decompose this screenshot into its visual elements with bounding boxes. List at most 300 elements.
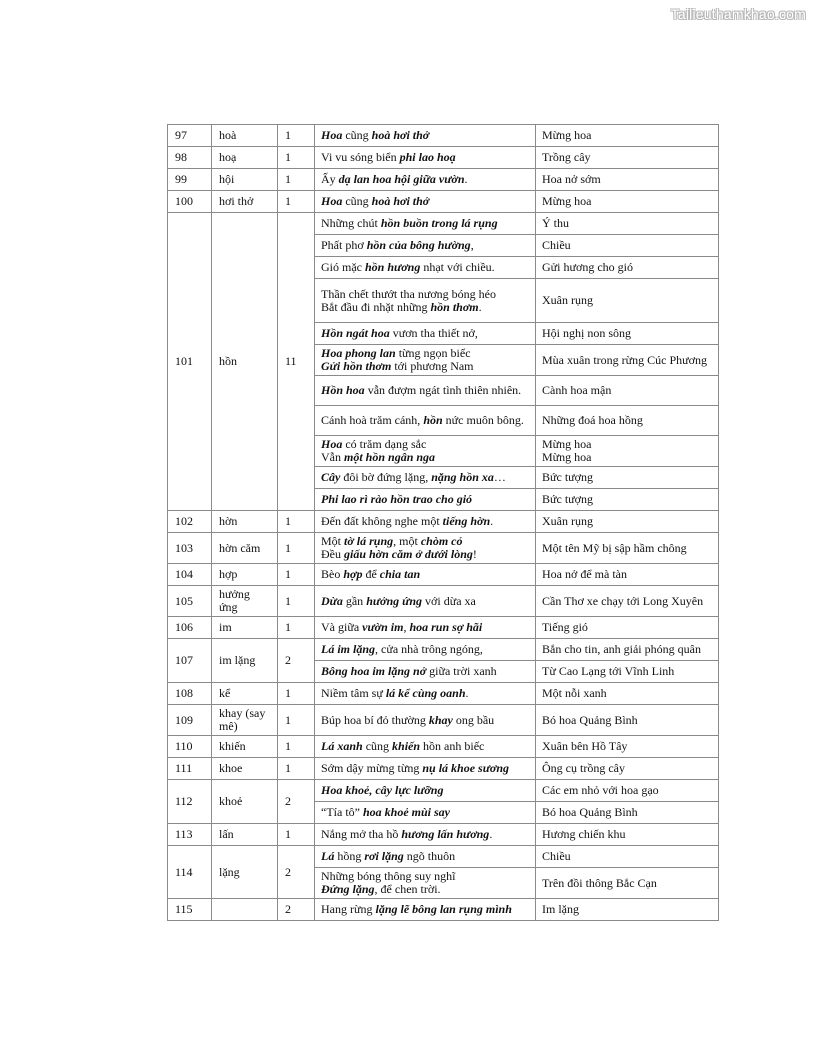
verse-text: Vẫn: [321, 450, 344, 464]
entry-count: 1: [278, 191, 315, 213]
poem-title-cell: [536, 125, 719, 147]
poem-title-cell: [536, 617, 719, 639]
table-row: [168, 617, 719, 639]
verse-cell: [315, 467, 536, 489]
verse-text: Cánh hoà trăm cánh,: [321, 413, 424, 427]
verse-line: [321, 471, 529, 484]
entry-word: kể: [212, 683, 278, 705]
entry-number: 109: [168, 705, 212, 736]
table-row: [168, 147, 719, 169]
poem-title-cell: [536, 345, 719, 376]
table-row: [168, 639, 719, 661]
verse-text: Hang rừng: [321, 902, 376, 916]
verse-highlight: Dừa: [321, 593, 343, 608]
verse-line: [321, 806, 529, 819]
verse-line: [321, 301, 529, 314]
entry-count: 1: [278, 169, 315, 191]
poem-title: Im lặng: [542, 902, 579, 916]
entry-number: 105: [168, 586, 212, 617]
verse-line: [321, 762, 529, 775]
entry-count: 1: [278, 758, 315, 780]
poem-title: Hoa nở sớm: [542, 172, 601, 186]
poem-title: Xuân rụng: [542, 293, 593, 307]
table-row: [168, 824, 719, 846]
verse-cell: [315, 639, 536, 661]
poem-title-cell: [536, 868, 719, 899]
verse-highlight: Gửi hồn thơm: [321, 359, 392, 373]
verse-highlight: Hoa: [321, 194, 343, 208]
verse-text: , một: [393, 534, 421, 548]
verse-cell: [315, 617, 536, 639]
verse-text: hồng: [334, 849, 365, 863]
verse-cell: [315, 736, 536, 758]
watermark: Tailieuthamkhao.com: [670, 6, 806, 22]
verse-text: có trăm dạng sắc: [342, 437, 427, 451]
poem-title: Tiếng gió: [542, 620, 588, 634]
verse-line: [321, 903, 529, 916]
entry-count: 1: [278, 533, 315, 564]
verse-text: từng ngọn biếc: [395, 346, 471, 360]
verse-highlight: hồn thơm: [430, 299, 479, 314]
poem-title-cell: [536, 639, 719, 661]
verse-highlight: tờ lá rụng: [344, 534, 394, 548]
entry-word: hờn: [212, 511, 278, 533]
verse-line: [321, 239, 529, 252]
verse-text: giữa trời xanh: [426, 664, 497, 678]
verse-text: cũng: [342, 194, 372, 208]
entry-count: 1: [278, 736, 315, 758]
table-row: [168, 586, 719, 617]
verse-text: cũng: [342, 128, 372, 142]
entry-count: 2: [278, 639, 315, 683]
poem-title-cell: [536, 467, 719, 489]
verse-cell: [315, 323, 536, 345]
verse-text: hồn anh biếc: [420, 739, 485, 753]
entry-count: 1: [278, 705, 315, 736]
poem-title: Những đoá hoa hồng: [542, 413, 643, 427]
entry-number: 108: [168, 683, 212, 705]
verse-cell: [315, 279, 536, 323]
verse-highlight: Hồn hoa: [321, 383, 365, 397]
poem-title-cell: [536, 406, 719, 436]
entry-number: 107: [168, 639, 212, 683]
verse-text: Nắng mở tha hồ: [321, 827, 402, 841]
verse-line: [321, 173, 529, 186]
verse-text: Và giữa: [321, 620, 363, 634]
entry-word: hoà: [212, 125, 278, 147]
verse-cell: [315, 147, 536, 169]
verse-text: ong bầu: [452, 712, 495, 727]
verse-text: vươn tha thiết nở,: [389, 326, 478, 340]
verse-line: [321, 414, 529, 427]
verse-text: Bắt đầu đi nhặt những: [321, 299, 431, 314]
verse-text: …: [493, 470, 506, 484]
entry-word: hoạ: [212, 147, 278, 169]
table-row: [168, 533, 719, 564]
poem-title-cell: [536, 564, 719, 586]
entry-number: 98: [168, 147, 212, 169]
verse-line: [321, 129, 529, 142]
verse-highlight: lá kể cùng oanh: [385, 686, 466, 700]
verse-line: [321, 643, 529, 656]
verse-line: [321, 687, 529, 700]
verse-line: [321, 665, 529, 678]
verse-highlight: một hồn ngân nga: [344, 450, 436, 464]
verse-cell: [315, 235, 536, 257]
verse-cell: [315, 899, 536, 921]
verse-text: nức muôn bông.: [442, 413, 524, 427]
verse-highlight: hương lấn hương: [401, 827, 490, 841]
entry-word: hờn căm: [212, 533, 278, 564]
poem-title-cell: [536, 736, 719, 758]
poem-title: Một tên Mỹ bị sập hầm chông: [542, 540, 687, 555]
verse-line: [321, 384, 529, 397]
verse-highlight: hoa khoẻ mùi say: [362, 805, 450, 819]
verse-highlight: vườn im: [362, 620, 404, 634]
verse-cell: [315, 533, 536, 564]
verse-text: nhạt với chiều.: [420, 260, 495, 274]
verse-highlight: khiến: [392, 739, 421, 753]
entry-count: 2: [278, 846, 315, 899]
verse-text: Vi vu sóng biển: [321, 150, 400, 164]
verse-text: , cửa nhà trông ngóng,: [375, 642, 483, 656]
entry-count: 1: [278, 617, 315, 639]
verse-cell: [315, 802, 536, 824]
verse-line: [321, 451, 529, 464]
verse-text: để: [362, 567, 380, 581]
table-body: [168, 125, 719, 921]
entry-count: 1: [278, 125, 315, 147]
verse-highlight: nặng hồn xa: [431, 470, 494, 484]
entry-count: 2: [278, 780, 315, 824]
verse-text: .: [490, 514, 494, 528]
poem-title: Mừng hoa: [542, 194, 592, 208]
entry-count: 1: [278, 147, 315, 169]
entry-word: im: [212, 617, 278, 639]
poem-title-cell: [536, 279, 719, 323]
verse-highlight: Lá xanh: [321, 739, 363, 753]
verse-highlight: Hoa khoẻ, cây lực lưỡng: [321, 783, 444, 797]
verse-line: [321, 828, 529, 841]
poem-title: Ý thu: [542, 216, 569, 230]
verse-cell: [315, 257, 536, 279]
poem-title-cell: [536, 824, 719, 846]
table-row: [168, 846, 719, 868]
table-row: [168, 511, 719, 533]
entry-word: khay (say mê): [212, 705, 278, 736]
verse-text: ngõ thuôn: [403, 849, 456, 863]
poem-title-cell: [536, 802, 719, 824]
entry-word: hơi thở: [212, 191, 278, 213]
verse-cell: [315, 191, 536, 213]
poem-title: Bắn cho tin, anh giải phóng quân: [542, 642, 701, 656]
poem-title: Cành hoa mận: [542, 383, 612, 397]
verse-line: [321, 217, 529, 230]
verse-line: [321, 360, 529, 373]
entry-word: hồn: [212, 213, 278, 511]
verse-text: Những bóng thông suy nghĩ: [321, 869, 456, 883]
verse-line: [321, 151, 529, 164]
poem-title-cell: [536, 846, 719, 868]
verse-cell: [315, 489, 536, 511]
poem-title-cell: [536, 899, 719, 921]
entry-number: 112: [168, 780, 212, 824]
verse-line: [321, 568, 529, 581]
poem-title-cell: [536, 235, 719, 257]
poem-title: Hội nghị non sông: [542, 326, 632, 340]
poem-title: Ông cụ trồng cây: [542, 761, 625, 775]
entry-count: 1: [278, 511, 315, 533]
verse-text: .: [489, 827, 493, 841]
verse-text: Bèo: [321, 567, 344, 581]
verse-cell: [315, 125, 536, 147]
poem-title: Bức tượng: [542, 470, 594, 484]
table-row: [168, 191, 719, 213]
verse-text: Sớm dậy mừng từng: [321, 761, 423, 775]
verse-text: Thần chết thướt tha nương bóng héo: [321, 286, 496, 301]
verse-cell: [315, 824, 536, 846]
word-frequency-table: [167, 124, 719, 921]
entry-count: 2: [278, 899, 315, 921]
verse-highlight: hợp: [343, 567, 363, 581]
entry-number: 100: [168, 191, 212, 213]
table-row: [168, 736, 719, 758]
verse-cell: [315, 564, 536, 586]
verse-highlight: Hồn ngát hoa: [321, 326, 390, 340]
poem-title: Từ Cao Lạng tới Vĩnh Linh: [542, 664, 675, 678]
poem-title: Xuân rụng: [542, 514, 593, 528]
verse-highlight: hồn hương: [365, 260, 421, 274]
verse-cell: [315, 868, 536, 899]
poem-title: Trên đồi thông Bắc Cạn: [542, 875, 657, 890]
entry-word: khiến: [212, 736, 278, 758]
entry-word: khoẻ: [212, 780, 278, 824]
verse-cell: [315, 661, 536, 683]
table-row: [168, 564, 719, 586]
verse-highlight: hồn buồn trong lá rụng: [380, 216, 498, 230]
verse-text: , để chen trời.: [374, 882, 441, 896]
poem-title-cell: [536, 436, 719, 467]
entry-number: 111: [168, 758, 212, 780]
entry-number: 102: [168, 511, 212, 533]
entry-word: im lặng: [212, 639, 278, 683]
verse-line: [321, 327, 529, 340]
verse-cell: [315, 436, 536, 467]
verse-highlight: chia tan: [379, 567, 421, 581]
verse-text: gần: [342, 593, 367, 608]
poem-title: Các em nhỏ với hoa gạo: [542, 783, 659, 797]
poem-title: Hương chiến khu: [542, 827, 626, 841]
table-row: [168, 169, 719, 191]
poem-title-cell: [536, 169, 719, 191]
table-row: [168, 705, 719, 736]
verse-highlight: Hoa: [321, 437, 343, 451]
verse-cell: [315, 169, 536, 191]
verse-text: Búp hoa bí đỏ thường: [321, 712, 429, 727]
verse-text: đôi bờ đứng lặng,: [340, 470, 432, 484]
poem-title: Mùa xuân trong rừng Cúc Phương: [542, 352, 708, 367]
verse-text: Gió mặc: [321, 260, 365, 274]
entry-word: hưởng ứng: [212, 586, 278, 617]
verse-text: Đến đất không nghe một: [321, 514, 443, 528]
verse-highlight: dạ lan hoa hội giữa vườn: [338, 172, 465, 186]
entry-count: 11: [278, 213, 315, 511]
poem-title-cell: [536, 533, 719, 564]
poem-title-cell: [536, 705, 719, 736]
entry-number: 106: [168, 617, 212, 639]
verse-highlight: hồn: [423, 413, 443, 427]
poem-title-cell: [536, 758, 719, 780]
verse-highlight: phi lao hoạ: [399, 150, 456, 164]
entry-number: 101: [168, 213, 212, 511]
poem-title: Một nỗi xanh: [542, 686, 607, 700]
verse-text: .: [465, 686, 469, 700]
poem-title-cell: [536, 586, 719, 617]
verse-cell: [315, 780, 536, 802]
poem-title-cell: [536, 191, 719, 213]
poem-title-cell: [536, 661, 719, 683]
verse-cell: [315, 406, 536, 436]
verse-highlight: Lá: [321, 849, 335, 863]
entry-word: hội: [212, 169, 278, 191]
entry-count: 1: [278, 824, 315, 846]
verse-text: vẫn đượm ngát tình thiên nhiên.: [364, 383, 522, 397]
entry-word: hợp: [212, 564, 278, 586]
poem-title-cell: [536, 147, 719, 169]
poem-title: Xuân bên Hồ Tây: [542, 739, 628, 753]
verse-cell: [315, 586, 536, 617]
verse-cell: [315, 345, 536, 376]
poem-title: Mừng hoa: [542, 450, 592, 464]
entry-number: 115: [168, 899, 212, 921]
verse-highlight: hoà hơi thở: [371, 128, 430, 142]
verse-text: ,: [470, 238, 474, 252]
verse-highlight: Hoa phong lan: [321, 346, 396, 360]
poem-title-cell: [536, 780, 719, 802]
verse-cell: [315, 705, 536, 736]
verse-text: .: [478, 299, 482, 314]
entry-word: khoe: [212, 758, 278, 780]
poem-title: Bức tượng: [542, 492, 594, 506]
verse-text: ,: [403, 620, 410, 634]
verse-line: [321, 515, 529, 528]
verse-text: cũng: [362, 739, 393, 753]
poem-title-cell: [536, 213, 719, 235]
verse-line: [321, 493, 529, 506]
verse-highlight: hồn của bông hường: [366, 238, 471, 252]
verse-text: Ấy: [321, 172, 339, 186]
verse-highlight: Hoa: [321, 128, 343, 142]
verse-cell: [315, 683, 536, 705]
entry-number: 97: [168, 125, 212, 147]
verse-cell: [315, 758, 536, 780]
verse-text: .: [464, 172, 468, 186]
poem-title: Mừng hoa: [542, 128, 592, 142]
verse-line: [321, 548, 529, 561]
poem-title: Gửi hương cho gió: [542, 260, 634, 274]
poem-title: Chiều: [542, 238, 571, 252]
verse-highlight: Lá im lặng: [321, 642, 376, 656]
verse-cell: [315, 376, 536, 406]
poem-title-cell: [536, 683, 719, 705]
entry-number: 104: [168, 564, 212, 586]
verse-highlight: khay: [428, 712, 453, 727]
table-row: [168, 758, 719, 780]
verse-text: “Tía tô”: [321, 805, 363, 819]
verse-text: Phất phơ: [321, 238, 367, 252]
poem-title: Trồng cây: [542, 150, 591, 164]
verse-text: !: [472, 547, 477, 561]
entry-number: 99: [168, 169, 212, 191]
poem-title: Mừng hoa: [542, 437, 592, 451]
verse-highlight: hưởng ứng: [366, 593, 423, 608]
poem-title-cell: [536, 323, 719, 345]
poem-title-cell: [536, 511, 719, 533]
verse-line: [321, 195, 529, 208]
verse-highlight: hoa run sợ hãi: [409, 620, 483, 634]
verse-text: Những chút: [321, 216, 381, 230]
poem-title: Bó hoa Quảng Bình: [542, 805, 638, 819]
verse-cell: [315, 213, 536, 235]
verse-line: [321, 883, 529, 896]
verse-highlight: Phi lao rì rào hồn trao cho gió: [321, 492, 473, 506]
verse-line: [321, 784, 529, 797]
verse-text: tới phương Nam: [391, 359, 474, 373]
table-row: [168, 683, 719, 705]
verse-line: [321, 595, 529, 608]
verse-text: Đều: [321, 547, 344, 561]
verse-line: [321, 261, 529, 274]
entry-word: [212, 899, 278, 921]
entry-number: 103: [168, 533, 212, 564]
entry-count: 1: [278, 683, 315, 705]
entry-count: 1: [278, 564, 315, 586]
entry-number: 113: [168, 824, 212, 846]
verse-highlight: chòm cỏ: [420, 534, 463, 548]
poem-title: Bó hoa Quảng Bình: [542, 712, 638, 727]
entry-word: lặng: [212, 846, 278, 899]
entry-count: 1: [278, 586, 315, 617]
verse-highlight: giấu hờn căm ở dưới lòng: [344, 547, 473, 561]
entry-number: 114: [168, 846, 212, 899]
poem-title-cell: [536, 376, 719, 406]
entry-number: 110: [168, 736, 212, 758]
poem-title-cell: [536, 489, 719, 511]
poem-title: Hoa nở để mà tàn: [542, 567, 627, 581]
poem-title: Cần Thơ xe chạy tới Long Xuyên: [542, 593, 704, 608]
verse-highlight: Cây: [321, 470, 341, 484]
table-row: [168, 780, 719, 802]
verse-cell: [315, 846, 536, 868]
table-row: [168, 213, 719, 235]
verse-line: [321, 621, 529, 634]
poem-title-cell: [536, 257, 719, 279]
verse-text: với dừa xa: [422, 593, 476, 608]
verse-text: Một: [321, 534, 345, 548]
verse-highlight: tiếng hờn: [442, 514, 491, 528]
table-row: [168, 899, 719, 921]
entry-word: lấn: [212, 824, 278, 846]
verse-highlight: hoà hơi thở: [371, 194, 430, 208]
verse-highlight: nụ lá khoe sương: [422, 761, 510, 775]
verse-line: [321, 850, 529, 863]
verse-highlight: lặng lẽ bông lan rụng mình: [375, 902, 512, 916]
verse-cell: [315, 511, 536, 533]
verse-line: [321, 740, 529, 753]
poem-title: Chiều: [542, 849, 571, 863]
verse-highlight: rơi lặng: [364, 849, 404, 863]
verse-line: [321, 714, 529, 727]
